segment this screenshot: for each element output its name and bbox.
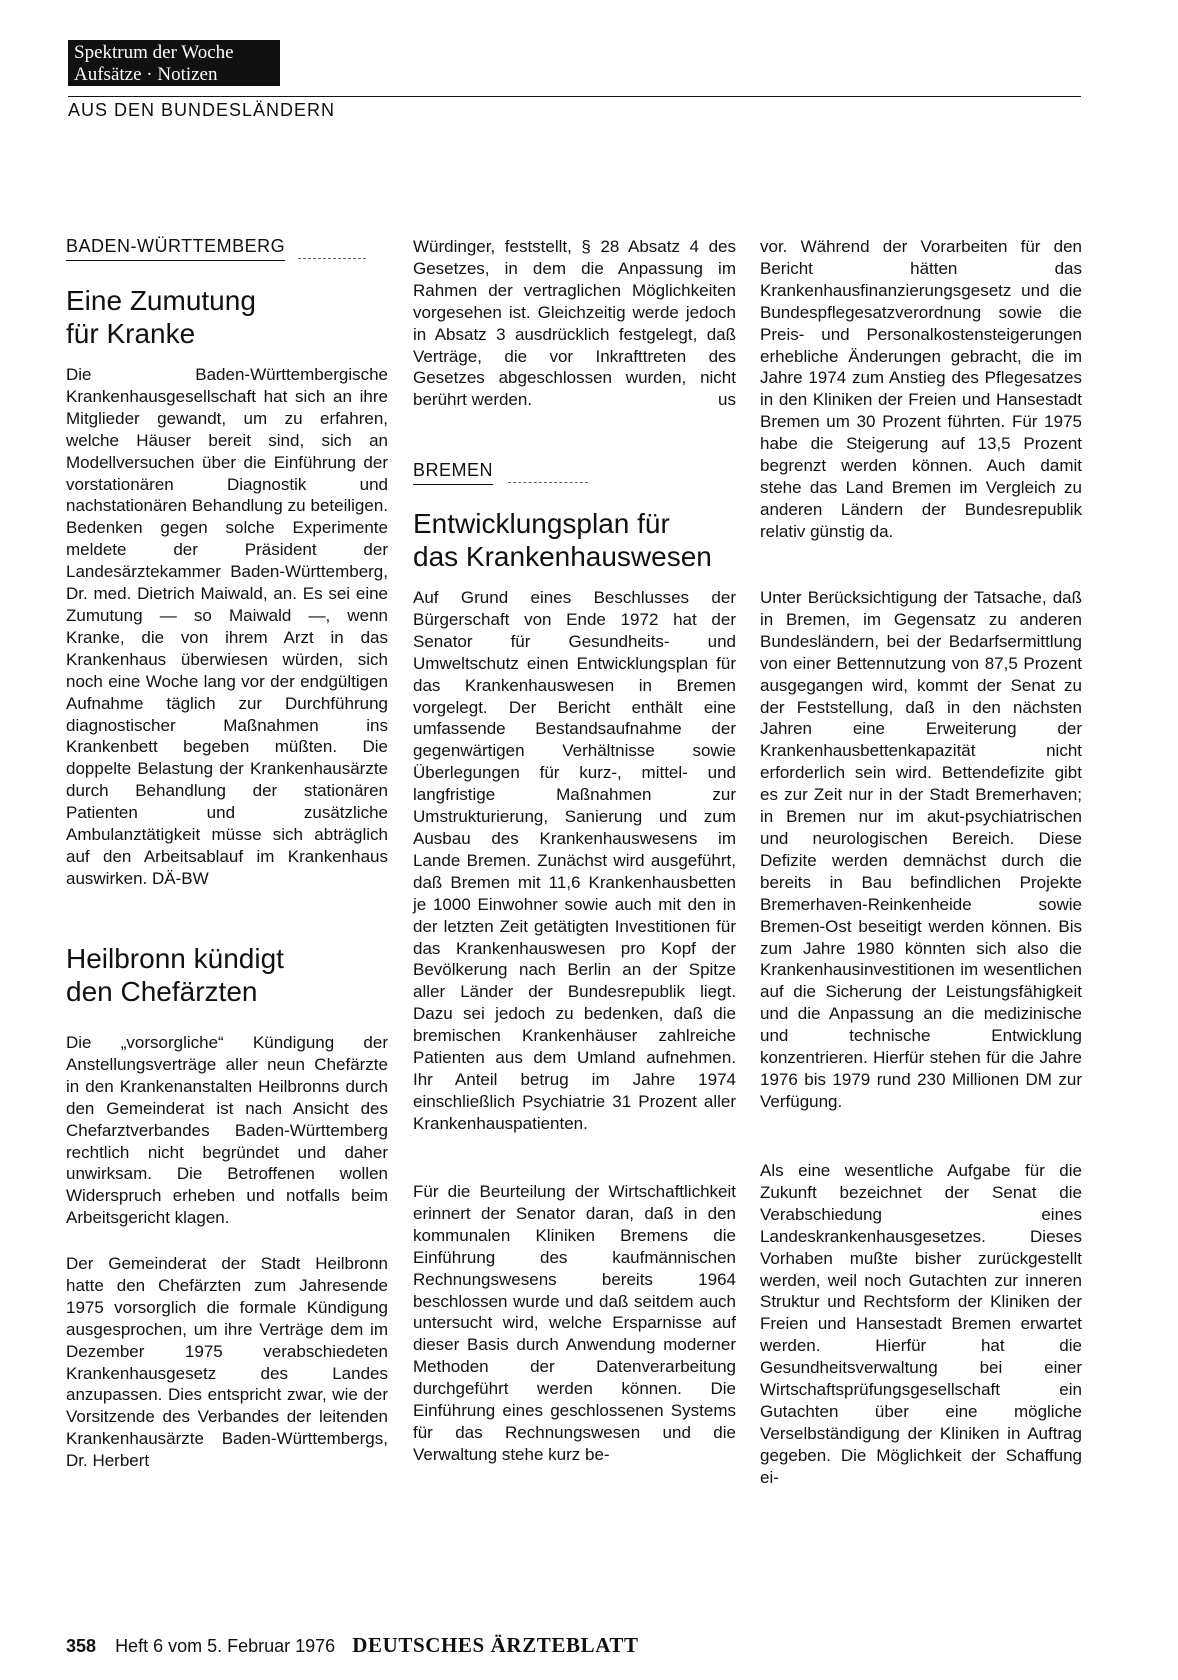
article-paragraph: Für die Beurteilung der Wirtschaftlichkeit erinnert der Senator daran, daß in den kommunalen Kliniken Bremens die Einführung des kaufmännischen Rechnungswesens bereits 1964 beschlossen wurde und daß seitdem auch untersucht wird, welche Ersparnisse auf dieser Basis durch Anwendung moderner Methoden der Datenverarbeitung durchgeführt werden können. Die Einführung eines geschlossenen Systems für das Rechnungswesen und die Verwaltung stehe kurz be- — [413, 1182, 736, 1464]
headline-heilbronn — [66, 942, 284, 1008]
issue-info: Heft 6 vom 5. Februar 1976 — [115, 1636, 336, 1656]
region-label-baden-wuerttemberg: BADEN-WÜRTTEMBERG — [66, 236, 285, 261]
headline-line: den Chefärzten — [66, 976, 258, 1007]
headline-line: Eine Zumutung — [66, 285, 256, 316]
publication-name: DEUTSCHES ÄRZTEBLATT — [352, 1633, 639, 1657]
page-footer — [66, 1633, 639, 1658]
headline-line: für Kranke — [66, 318, 196, 349]
author-signature: us — [718, 390, 736, 410]
section-header-box — [68, 40, 280, 86]
article-paragraph: Als eine wesentliche Aufgabe für die Zukunft bezeichnet der Senat die Verabschiedung eines Landeskrankenhausgesetzes. Dieses Vorhaben mußte bisher zurückgestellt werden, weil noch Gutachten zur inneren Struktur und Rechtsform der Kliniken der Freien und Hansestadt Bremen erwartet werden. Hierfür hat die Gesundheitsverwaltung bei einer Wirtschaftsprüfungsgesellschaft ein Gutachten über eine mögliche Verselbständigung der Kliniken in Auftrag gegeben. Die Möglichkeit der Schaffung ei- — [760, 1161, 1082, 1487]
region-rule — [298, 258, 366, 259]
article-paragraph: vor. Während der Vorarbeiten für den Bericht hätten das Krankenhausfinanzierungsgesetz und die Bundespflegesatzverordnung sowie die Preis- und Personalkostensteigerungen erhebliche Änderungen gebracht, die im Jahre 1974 zum Anstieg des Pflegesatzes in den Kliniken der Freien und Hansestadt Bremen um 30 Prozent führten. Für 1975 habe die Steigerung auf 13,5 Prozent begrenzt werden können. Auch damit stehe das Land Bremen im Vergleich zu anderen Ländern der Bundesrepublik relativ günstig da. — [760, 237, 1082, 541]
region-label-bremen: BREMEN — [413, 460, 493, 485]
header-box-line-2: Aufsätze · Notizen — [74, 64, 218, 85]
page-number: 358 — [66, 1636, 97, 1656]
headline-line: das Krankenhauswesen — [413, 541, 712, 572]
article-paragraph: Unter Berücksichtigung der Tatsache, daß in Bremen, im Gegensatz zu anderen Bundesländern, bei der Bedarfsermittlung von einer Bettennutzung von 87,5 Prozent ausgegangen wird, kommt der Senat zu der Feststellung, daß in den nächsten Jahren eine Erweiterung der Krankenhausbettenkapazität nicht erforderlich sein wird. Bettendefizite gibt es zur Zeit nur in der Stadt Bremerhaven; in Bremen nur im akut-psychiatrischen und neurologischen Bereich. Diese Defizite werden demnächst durch die bereits in Bau befindlichen Projekte Bremerhaven-Reinkenheide sowie Bremen-Ost beseitigt werden können. Bis zum Jahre 1980 könnten sich also die Krankenhausinvestitionen im wesentlichen auf die Sicherung der Leistungsfähigkeit und die Anpassung an die medizinische und technische Entwicklung konzentrieren. Hierfür stehen für die Jahre 1976 bis 1979 rund 230 Millionen DM zur Verfügung. — [760, 588, 1082, 1111]
headline-line: Heilbronn kündigt — [66, 943, 284, 974]
header-rule — [68, 96, 1081, 97]
headline-eine-zumutung — [66, 284, 256, 350]
continuation-text: Würdinger, feststellt, § 28 Absatz 4 des Gesetzes, in dem die Anpassung im Rahmen der vertraglichen Möglichkeiten vorgesehen ist. Gleichzeitig werde jedoch in Absatz 3 ausdrücklich festgelegt, daß Verträge, die vor Inkrafttreten des Gesetzes abgeschlossen wurden, nicht berührt werden. — [413, 237, 736, 410]
article-paragraph: Der Gemeinderat der Stadt Heilbronn hatte den Chefärzten zum Jahresende 1975 vorsorglich die formale Kündigung ausgesprochen, um ihre Verträge dem im Dezember 1975 verabschiedeten Krankenhausgesetz des Landes anzupassen. Dies entspricht zwar, wie der Vorsitzende des Verbandes der leitenden Krankenhausärzte Baden-Württembergs, Dr. Herbert — [66, 1254, 388, 1471]
article-continuation — [413, 236, 736, 411]
article-body-eine-zumutung: Die Baden-Württembergische Krankenhausgesellschaft hat sich an ihre Mitglieder gewandt, um zu erfahren, welche Häuser bereit sind, sich an Modellversuchen über die Einführung der vorstationären Diagnostik und nachstationären Behandlung zu beteiligen. Bedenken gegen solche Experimente meldete der Präsident der Landesärztekammer Baden-Württemberg, Dr. med. Dietrich Maiwald, an. Es sei eine Zumutung — so Maiwald —, wenn Kranke, die von ihrem Arzt in das Krankenhaus überwiesen würden, sich noch eine Woche lang vor der endgültigen Aufnahme täglich zur Durchführung diagnostischer Maßnahmen ins Krankenbett begeben müßten. Die doppelte Belastung der Krankenhausärzte durch Behandlung der stationären Patienten und zusätzliche Ambulanztätigkeit müsse sich abträglich auf den Arbeitsablauf im Krankenhaus auswirken. DÄ-BW — [66, 365, 388, 888]
article-paragraph: Auf Grund eines Beschlusses der Bürgerschaft von Ende 1972 hat der Senator für Gesundheits- und Umweltschutz einen Entwicklungsplan für das Krankenhauswesen in Bremen vorgelegt. Der Bericht enthält eine umfassende Bestandsaufnahme der gegenwärtigen Verhältnisse sowie Überlegungen für kurz-, mittel- und langfristige Maßnahmen zur Umstrukturierung, Sanierung und zum Ausbau des Krankenhauswesens im Lande Bremen. Zunächst wird ausgeführt, daß Bremen mit 11,6 Krankenhausbetten je 1000 Einwohner sowie auch mit den in der letzten Zeit getätigten Investitionen für das Krankenhauswesen pro Kopf der Bevölkerung nach Berlin an der Spitze aller Länder der Bundesrepublik liegt. Dazu sei jedoch zu bedenken, daß die bremischen Krankenhäuser zahlreiche Patienten aus dem Umland aufnehmen. Ihr Anteil betrug im Jahre 1974 einschließlich Psychiatrie 31 Prozent aller Krankenhauspatienten. — [413, 588, 736, 1133]
headline-line: Entwicklungsplan für — [413, 508, 670, 539]
header-box-line-1: Spektrum der Woche — [74, 42, 234, 63]
headline-entwicklungsplan — [413, 507, 712, 573]
region-rule — [508, 482, 588, 483]
article-paragraph: Die „vorsorgliche“ Kündigung der Anstellungsverträge aller neun Chefärzte in den Krankenanstalten Heilbronns durch den Gemeinderat ist nach Ansicht des Chefarztverbandes Baden-Württemberg rechtlich nicht begründet und daher unwirksam. Die Betroffenen wollen Widerspruch erheben und notfalls beim Arbeitsgericht klagen. — [66, 1033, 388, 1228]
section-label: AUS DEN BUNDESLÄNDERN — [68, 100, 336, 120]
